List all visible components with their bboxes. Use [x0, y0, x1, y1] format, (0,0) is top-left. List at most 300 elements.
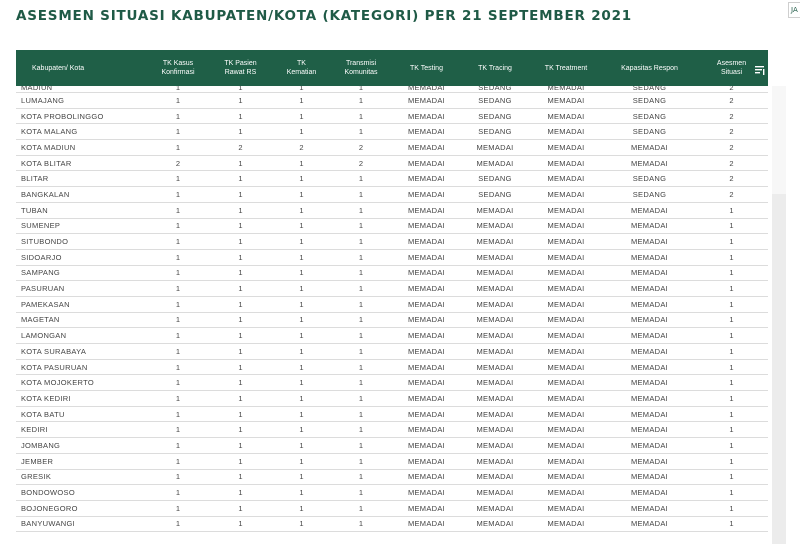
col-header-tk-tracing[interactable]: TK Tracing — [478, 64, 512, 72]
cell-kabupaten: TUBAN — [21, 205, 48, 215]
cell-tk-testing: MEMADAI — [407, 299, 446, 309]
cell-kabupaten: KEDIRI — [21, 425, 48, 435]
cell-tk-treatment: MEMADAI — [547, 440, 585, 450]
cell-tk-kasus: 1 — [175, 315, 181, 325]
cell-tk-kasus: 1 — [175, 189, 181, 199]
cell-tk-treatment: MEMADAI — [547, 488, 585, 498]
cell-asesmen-situasi: 1 — [729, 519, 734, 529]
cell-tk-treatment: MEMADAI — [547, 362, 585, 372]
cell-tk-treatment: MEMADAI — [547, 331, 585, 341]
cell-tk-treatment: MEMADAI — [547, 189, 585, 199]
col-header-transmisi-komunitas[interactable]: Transmisi Komunitas — [344, 60, 378, 76]
cell-tk-treatment: MEMADAI — [547, 425, 585, 435]
cell-kapasitas-respon: MEMADAI — [630, 472, 669, 482]
cell-transmisi: 1 — [358, 472, 364, 482]
cell-asesmen-situasi: 2 — [729, 189, 734, 199]
cell-tk-tracing: SEDANG — [478, 86, 512, 92]
cell-transmisi: 1 — [358, 346, 364, 356]
cell-tk-pasien: 1 — [238, 456, 243, 466]
cell-tk-pasien: 2 — [238, 142, 243, 152]
table-row[interactable] — [16, 485, 768, 501]
col-header-kabupaten-kota[interactable]: Kabupaten/ Kota — [32, 64, 85, 72]
cell-tk-treatment: MEMADAI — [547, 221, 585, 231]
cell-asesmen-situasi: 1 — [729, 393, 734, 403]
cell-asesmen-situasi: 1 — [729, 346, 734, 356]
cell-tk-tracing: MEMADAI — [476, 237, 514, 247]
cell-tk-kematian: 1 — [299, 86, 304, 92]
table-row[interactable] — [16, 517, 768, 533]
cell-tk-treatment: MEMADAI — [547, 346, 585, 356]
cell-tk-treatment: MEMADAI — [547, 472, 585, 482]
cell-transmisi: 1 — [358, 221, 364, 231]
cell-tk-kematian: 1 — [299, 362, 304, 372]
cell-tk-kasus: 1 — [175, 142, 181, 152]
cell-asesmen-situasi: 1 — [729, 362, 734, 372]
table-row[interactable] — [16, 93, 768, 109]
cell-kapasitas-respon: MEMADAI — [630, 268, 669, 278]
cell-tk-pasien: 1 — [238, 86, 243, 92]
cell-tk-testing: MEMADAI — [407, 284, 446, 294]
cell-transmisi: 1 — [358, 488, 364, 498]
cell-tk-treatment: MEMADAI — [547, 503, 585, 513]
cell-transmisi: 1 — [358, 268, 364, 278]
cell-tk-kasus: 1 — [175, 488, 181, 498]
cell-tk-tracing: MEMADAI — [476, 503, 514, 513]
cell-kabupaten: KOTA SURABAYA — [21, 346, 87, 356]
cell-kabupaten: BONDOWOSO — [21, 488, 75, 498]
cell-kapasitas-respon: MEMADAI — [630, 362, 669, 372]
cell-kapasitas-respon: MEMADAI — [630, 488, 669, 498]
assessment-table — [16, 50, 786, 544]
table-row[interactable] — [16, 86, 768, 93]
cell-tk-testing: MEMADAI — [407, 221, 446, 231]
cell-tk-tracing: MEMADAI — [476, 221, 514, 231]
cell-tk-kasus: 1 — [175, 95, 181, 105]
cell-tk-treatment: MEMADAI — [547, 127, 585, 137]
table-row[interactable] — [16, 297, 768, 313]
cell-tk-kasus: 1 — [175, 111, 181, 121]
cell-asesmen-situasi: 1 — [729, 331, 734, 341]
cell-kabupaten: SUMENEP — [21, 221, 61, 231]
cell-tk-treatment: MEMADAI — [547, 299, 585, 309]
cell-transmisi: 1 — [358, 393, 364, 403]
cell-tk-testing: MEMADAI — [407, 252, 446, 262]
cell-tk-testing: MEMADAI — [407, 503, 446, 513]
cell-kabupaten: BANYUWANGI — [21, 519, 75, 529]
cell-tk-kematian: 1 — [299, 346, 304, 356]
cell-tk-tracing: MEMADAI — [476, 158, 514, 168]
cell-kabupaten: SITUBONDO — [21, 237, 69, 247]
cell-tk-kematian: 1 — [299, 456, 304, 466]
cell-tk-kematian: 1 — [299, 425, 304, 435]
cell-tk-pasien: 1 — [238, 362, 243, 372]
table-row[interactable] — [16, 344, 768, 360]
table-row[interactable] — [16, 109, 768, 125]
cell-kapasitas-respon: MEMADAI — [630, 237, 669, 247]
cell-tk-treatment: MEMADAI — [547, 158, 585, 168]
cell-tk-tracing: MEMADAI — [476, 472, 514, 482]
cell-tk-tracing: MEMADAI — [476, 205, 514, 215]
cell-kapasitas-respon: MEMADAI — [630, 142, 669, 152]
cell-tk-pasien: 1 — [238, 268, 243, 278]
cell-tk-pasien: 1 — [238, 284, 243, 294]
cell-tk-pasien: 1 — [238, 127, 243, 137]
cell-tk-kematian: 1 — [299, 472, 304, 482]
cell-kabupaten: MADIUN — [21, 86, 53, 92]
cell-asesmen-situasi: 1 — [729, 472, 734, 482]
cell-tk-tracing: MEMADAI — [476, 315, 514, 325]
cell-tk-kematian: 1 — [299, 252, 304, 262]
cell-tk-kematian: 1 — [299, 409, 304, 419]
cell-tk-kasus: 1 — [175, 346, 181, 356]
cell-asesmen-situasi: 1 — [729, 456, 734, 466]
cell-transmisi: 1 — [358, 503, 364, 513]
cell-transmisi: 1 — [358, 440, 364, 450]
cell-tk-tracing: MEMADAI — [476, 331, 514, 341]
cell-kapasitas-respon: MEMADAI — [630, 205, 669, 215]
cell-asesmen-situasi: 1 — [729, 440, 734, 450]
cell-tk-pasien: 1 — [238, 378, 243, 388]
cell-kabupaten: BANGKALAN — [21, 189, 70, 199]
cell-asesmen-situasi: 2 — [729, 158, 734, 168]
table-row[interactable] — [16, 250, 768, 266]
cell-asesmen-situasi: 1 — [729, 221, 734, 231]
cell-kapasitas-respon: MEMADAI — [630, 519, 669, 529]
table-row[interactable] — [16, 313, 768, 329]
cell-tk-kasus: 1 — [175, 268, 181, 278]
cell-kapasitas-respon: MEMADAI — [630, 221, 669, 231]
cell-tk-tracing: MEMADAI — [476, 252, 514, 262]
cell-tk-pasien: 1 — [238, 252, 243, 262]
cell-kapasitas-respon: MEMADAI — [630, 331, 669, 341]
cell-tk-treatment: MEMADAI — [547, 142, 585, 152]
cell-tk-kematian: 1 — [299, 127, 304, 137]
table-row[interactable] — [16, 375, 768, 391]
cell-tk-kasus: 1 — [175, 519, 181, 529]
cell-tk-kasus: 1 — [175, 440, 181, 450]
cell-kabupaten: KOTA BLITAR — [21, 158, 72, 168]
cell-asesmen-situasi: 1 — [729, 205, 734, 215]
table-row[interactable] — [16, 156, 768, 172]
cell-tk-testing: MEMADAI — [407, 440, 446, 450]
cell-tk-tracing: MEMADAI — [476, 362, 514, 372]
corner-tab[interactable]: JA — [788, 2, 800, 18]
cell-kabupaten: KOTA KEDIRI — [21, 393, 71, 403]
cell-tk-testing: MEMADAI — [407, 346, 446, 356]
cell-tk-tracing: MEMADAI — [476, 284, 514, 294]
cell-tk-kasus: 1 — [175, 299, 181, 309]
cell-tk-testing: MEMADAI — [407, 362, 446, 372]
cell-tk-pasien: 1 — [238, 440, 243, 450]
cell-tk-tracing: MEMADAI — [476, 142, 514, 152]
table-row[interactable] — [16, 266, 768, 282]
cell-tk-testing: MEMADAI — [407, 86, 446, 92]
table-row[interactable] — [16, 124, 768, 140]
cell-tk-treatment: MEMADAI — [547, 284, 585, 294]
cell-tk-tracing: SEDANG — [478, 189, 512, 199]
cell-tk-pasien: 1 — [238, 472, 243, 482]
col-header-tk-kasus-konfirmasi[interactable]: TK Kasus Konfirmasi — [161, 60, 195, 76]
cell-asesmen-situasi: 1 — [729, 237, 734, 247]
cell-kapasitas-respon: MEMADAI — [630, 315, 669, 325]
cell-kapasitas-respon: SEDANG — [632, 95, 667, 105]
cell-tk-kematian: 1 — [299, 205, 304, 215]
cell-tk-kematian: 1 — [299, 174, 304, 184]
cell-asesmen-situasi: 1 — [729, 378, 734, 388]
cell-asesmen-situasi: 1 — [729, 409, 734, 419]
cell-tk-kasus: 2 — [175, 158, 181, 168]
cell-tk-tracing: MEMADAI — [476, 488, 514, 498]
cell-tk-treatment: MEMADAI — [547, 86, 585, 92]
cell-tk-kasus: 1 — [175, 472, 181, 482]
cell-kapasitas-respon: SEDANG — [632, 111, 667, 121]
cell-transmisi: 1 — [358, 95, 364, 105]
cell-kapasitas-respon: SEDANG — [632, 127, 667, 137]
cell-asesmen-situasi: 2 — [729, 95, 734, 105]
cell-tk-testing: MEMADAI — [407, 205, 446, 215]
cell-tk-pasien: 1 — [238, 158, 243, 168]
cell-transmisi: 1 — [358, 331, 364, 341]
cell-tk-kasus: 1 — [175, 237, 181, 247]
cell-transmisi: 1 — [358, 425, 364, 435]
cell-kapasitas-respon: SEDANG — [632, 86, 667, 92]
cell-tk-kematian: 1 — [299, 111, 304, 121]
cell-transmisi: 1 — [358, 111, 364, 121]
table-body — [16, 86, 768, 532]
cell-tk-kematian: 1 — [299, 331, 304, 341]
cell-tk-pasien: 1 — [238, 503, 243, 513]
cell-tk-tracing: MEMADAI — [476, 456, 514, 466]
cell-asesmen-situasi: 2 — [729, 127, 734, 137]
cell-tk-treatment: MEMADAI — [547, 315, 585, 325]
cell-transmisi: 1 — [358, 174, 364, 184]
cell-tk-kematian: 1 — [299, 95, 304, 105]
cell-tk-tracing: MEMADAI — [476, 299, 514, 309]
cell-tk-testing: MEMADAI — [407, 315, 446, 325]
cell-tk-pasien: 1 — [238, 299, 243, 309]
cell-tk-kasus: 1 — [175, 393, 181, 403]
cell-tk-pasien: 1 — [238, 205, 243, 215]
cell-tk-pasien: 1 — [238, 409, 243, 419]
cell-tk-treatment: MEMADAI — [547, 456, 585, 466]
cell-tk-testing: MEMADAI — [407, 425, 446, 435]
cell-kabupaten: KOTA BATU — [21, 409, 65, 419]
cell-tk-treatment: MEMADAI — [547, 205, 585, 215]
cell-tk-kasus: 1 — [175, 127, 181, 137]
cell-tk-kematian: 1 — [299, 315, 304, 325]
cell-asesmen-situasi: 1 — [729, 503, 734, 513]
cell-tk-kematian: 1 — [299, 440, 304, 450]
cell-tk-pasien: 1 — [238, 425, 243, 435]
cell-tk-tracing: SEDANG — [478, 127, 512, 137]
cell-tk-tracing: SEDANG — [478, 95, 512, 105]
cell-tk-treatment: MEMADAI — [547, 111, 585, 121]
cell-tk-testing: MEMADAI — [407, 378, 446, 388]
cell-kapasitas-respon: MEMADAI — [630, 440, 669, 450]
cell-asesmen-situasi: 1 — [729, 299, 734, 309]
table-row[interactable] — [16, 501, 768, 517]
cell-kapasitas-respon: MEMADAI — [630, 299, 669, 309]
cell-tk-treatment: MEMADAI — [547, 252, 585, 262]
cell-asesmen-situasi: 2 — [729, 142, 734, 152]
cell-tk-kasus: 1 — [175, 284, 181, 294]
cell-asesmen-situasi: 1 — [729, 284, 734, 294]
cell-asesmen-situasi: 1 — [729, 268, 734, 278]
cell-kabupaten: JOMBANG — [21, 440, 61, 450]
table-row[interactable] — [16, 140, 768, 156]
cell-transmisi: 1 — [358, 299, 364, 309]
cell-tk-kematian: 1 — [299, 488, 304, 498]
cell-tk-testing: MEMADAI — [407, 268, 446, 278]
cell-tk-kematian: 1 — [299, 284, 304, 294]
table-row[interactable] — [16, 454, 768, 470]
cell-tk-testing: MEMADAI — [407, 456, 446, 466]
cell-kabupaten: PASURUAN — [21, 284, 65, 294]
cell-tk-testing: MEMADAI — [407, 393, 446, 403]
cell-kapasitas-respon: MEMADAI — [630, 252, 669, 262]
cell-kapasitas-respon: MEMADAI — [630, 284, 669, 294]
cell-tk-kematian: 1 — [299, 378, 304, 388]
cell-tk-tracing: SEDANG — [478, 111, 512, 121]
cell-tk-pasien: 1 — [238, 189, 243, 199]
cell-kabupaten: KOTA MADIUN — [21, 142, 76, 152]
cell-tk-tracing: MEMADAI — [476, 440, 514, 450]
scrollbar-thumb[interactable] — [772, 86, 786, 194]
cell-kabupaten: KOTA PROBOLINGGO — [21, 111, 104, 121]
table-row[interactable] — [16, 281, 768, 297]
cell-tk-testing: MEMADAI — [407, 111, 446, 121]
vertical-scrollbar[interactable] — [772, 86, 786, 544]
cell-kapasitas-respon: MEMADAI — [630, 425, 669, 435]
cell-kabupaten: SIDOARJO — [21, 252, 62, 262]
cell-tk-kematian: 1 — [299, 268, 304, 278]
cell-transmisi: 1 — [358, 127, 364, 137]
cell-transmisi: 1 — [358, 519, 364, 529]
cell-kapasitas-respon: MEMADAI — [630, 456, 669, 466]
table-row[interactable] — [16, 407, 768, 423]
table-row[interactable] — [16, 234, 768, 250]
table-row[interactable] — [16, 219, 768, 235]
cell-asesmen-situasi: 2 — [729, 174, 734, 184]
cell-kabupaten: LAMONGAN — [21, 331, 67, 341]
cell-tk-treatment: MEMADAI — [547, 174, 585, 184]
col-header-tk-pasien-rawat-rs[interactable]: TK Pasien Rawat RS — [224, 60, 257, 76]
cell-kabupaten: MAGETAN — [21, 315, 60, 325]
cell-tk-kasus: 1 — [175, 503, 181, 513]
cell-tk-kasus: 1 — [175, 378, 181, 388]
cell-kapasitas-respon: SEDANG — [632, 174, 667, 184]
table-row[interactable] — [16, 360, 768, 376]
col-header-kapasitas-respon[interactable]: Kapasitas Respon — [621, 64, 678, 72]
cell-tk-treatment: MEMADAI — [547, 393, 585, 403]
cell-kabupaten: SAMPANG — [21, 268, 61, 278]
table-row[interactable] — [16, 187, 768, 203]
cell-tk-kematian: 1 — [299, 393, 304, 403]
cell-tk-tracing: MEMADAI — [476, 425, 514, 435]
cell-transmisi: 1 — [358, 315, 364, 325]
cell-tk-kematian: 1 — [299, 519, 304, 529]
cell-tk-tracing: MEMADAI — [476, 346, 514, 356]
table-header — [16, 50, 768, 86]
table-row[interactable] — [16, 171, 768, 187]
cell-tk-kasus: 1 — [175, 331, 181, 341]
cell-tk-testing: MEMADAI — [407, 142, 446, 152]
cell-tk-kasus: 1 — [175, 174, 181, 184]
cell-tk-pasien: 1 — [238, 174, 243, 184]
cell-kapasitas-respon: MEMADAI — [630, 409, 669, 419]
cell-tk-testing: MEMADAI — [407, 519, 446, 529]
table-row[interactable] — [16, 391, 768, 407]
cell-tk-tracing: SEDANG — [478, 174, 512, 184]
cell-kabupaten: PAMEKASAN — [21, 299, 70, 309]
table-row[interactable] — [16, 470, 768, 486]
cell-tk-pasien: 1 — [238, 331, 243, 341]
table-row[interactable] — [16, 438, 768, 454]
cell-kapasitas-respon: MEMADAI — [630, 503, 669, 513]
cell-transmisi: 1 — [358, 284, 364, 294]
cell-transmisi: 1 — [358, 237, 364, 247]
cell-kabupaten: KOTA MALANG — [21, 127, 78, 137]
cell-tk-kematian: 1 — [299, 189, 304, 199]
cell-tk-pasien: 1 — [238, 315, 243, 325]
cell-transmisi: 2 — [358, 142, 364, 152]
cell-asesmen-situasi: 1 — [729, 315, 734, 325]
cell-tk-treatment: MEMADAI — [547, 409, 585, 419]
cell-asesmen-situasi: 1 — [729, 252, 734, 262]
col-header-tk-testing[interactable]: TK Testing — [410, 64, 443, 72]
cell-tk-testing: MEMADAI — [407, 158, 446, 168]
cell-tk-treatment: MEMADAI — [547, 237, 585, 247]
col-header-tk-treatment[interactable]: TK Treatment — [544, 64, 588, 72]
cell-tk-testing: MEMADAI — [407, 237, 446, 247]
cell-asesmen-situasi: 2 — [729, 86, 734, 92]
col-header-tk-kematian[interactable]: TK Kematian — [286, 60, 317, 76]
cell-transmisi: 1 — [358, 86, 364, 92]
cell-tk-tracing: MEMADAI — [476, 268, 514, 278]
cell-tk-treatment: MEMADAI — [547, 95, 585, 105]
cell-tk-testing: MEMADAI — [407, 174, 446, 184]
cell-asesmen-situasi: 2 — [729, 111, 734, 121]
cell-tk-kasus: 1 — [175, 425, 181, 435]
cell-transmisi: 1 — [358, 378, 364, 388]
cell-kapasitas-respon: MEMADAI — [630, 158, 669, 168]
cell-tk-pasien: 1 — [238, 488, 243, 498]
cell-kabupaten: KOTA MOJOKERTO — [21, 378, 94, 388]
cell-tk-testing: MEMADAI — [407, 127, 446, 137]
cell-tk-testing: MEMADAI — [407, 331, 446, 341]
filter-icon[interactable] — [754, 61, 766, 73]
cell-tk-pasien: 1 — [238, 111, 243, 121]
cell-transmisi: 1 — [358, 362, 364, 372]
cell-kabupaten: BLITAR — [21, 174, 49, 184]
cell-tk-tracing: MEMADAI — [476, 519, 514, 529]
table-row[interactable] — [16, 422, 768, 438]
cell-tk-treatment: MEMADAI — [547, 519, 585, 529]
cell-tk-pasien: 1 — [238, 393, 243, 403]
cell-tk-kematian: 1 — [299, 299, 304, 309]
table-row[interactable] — [16, 203, 768, 219]
cell-kapasitas-respon: MEMADAI — [630, 378, 669, 388]
cell-tk-tracing: MEMADAI — [476, 393, 514, 403]
table-row[interactable] — [16, 328, 768, 344]
cell-tk-testing: MEMADAI — [407, 488, 446, 498]
cell-tk-pasien: 1 — [238, 346, 243, 356]
cell-tk-kasus: 1 — [175, 362, 181, 372]
cell-kabupaten: JEMBER — [21, 456, 54, 466]
cell-tk-kematian: 1 — [299, 237, 304, 247]
cell-tk-tracing: MEMADAI — [476, 378, 514, 388]
col-header-asesmen-situasi[interactable]: Asesmen Situasi — [716, 60, 747, 76]
